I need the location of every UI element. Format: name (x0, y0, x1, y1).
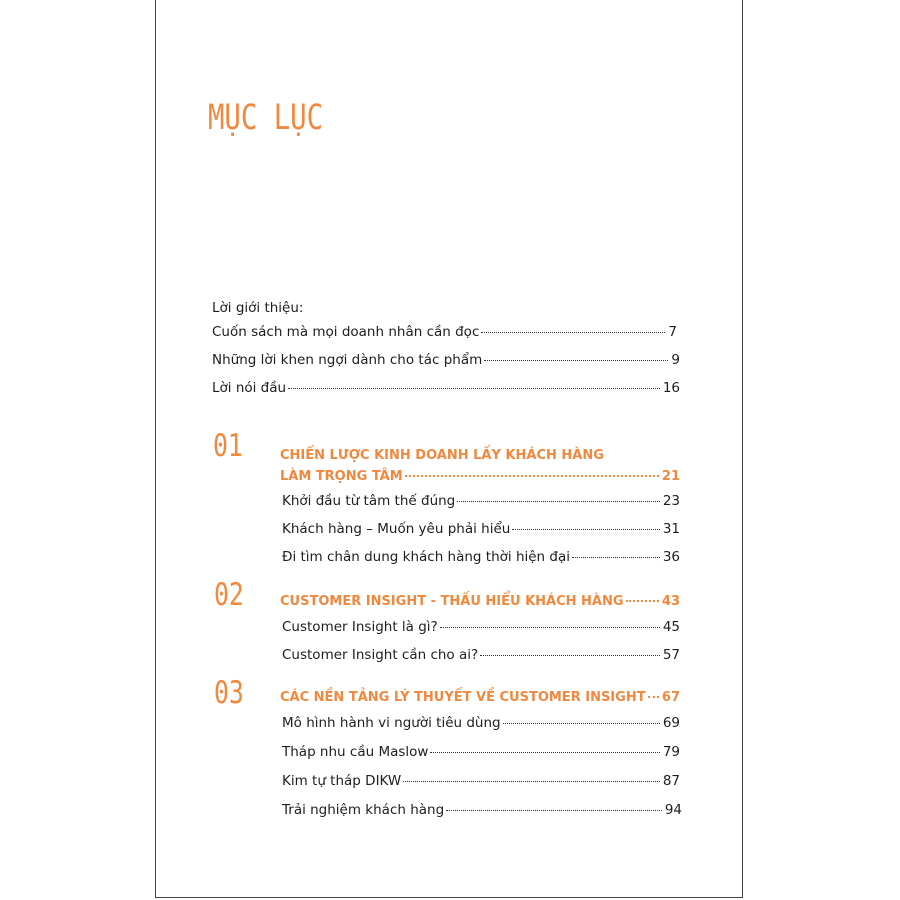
toc-entry-page: 36 (662, 549, 680, 565)
intro-label: Lời giới thiệu: (212, 300, 304, 316)
toc-entry[interactable] (282, 619, 680, 635)
chapter-title-line: CÁC NỀN TẢNG LÝ THUYẾT VỀ CUSTOMER INSIGHT (280, 690, 646, 705)
toc-entry-title: Lời nói đầu (212, 380, 287, 396)
toc-entry[interactable] (212, 352, 680, 368)
toc-entry-page: 57 (662, 647, 680, 663)
chapter-number: 02 (214, 577, 244, 613)
toc-entry-title: Customer Insight cần cho ai? (282, 647, 479, 663)
toc-entry-title: Đi tìm chân dung khách hàng thời hiện đại (282, 549, 570, 565)
chapter-page: 67 (661, 690, 680, 705)
toc-entry-page: 87 (662, 773, 680, 789)
toc-entry-title: Khách hàng – Muốn yêu phải hiểu (282, 521, 511, 537)
toc-entry[interactable] (282, 549, 680, 565)
chapter-title-line: CHIẾN LƯỢC KINH DOANH LẤY KHÁCH HÀNG (280, 448, 604, 463)
leader-dots (512, 529, 660, 530)
toc-entry-title: Kim tự tháp DIKW (282, 773, 402, 789)
chapter-entry[interactable] (280, 690, 680, 705)
toc-entry[interactable] (282, 802, 682, 818)
toc-entry-page: 23 (662, 493, 680, 509)
leader-dots (480, 655, 660, 656)
leader-dots (430, 752, 659, 753)
toc-entry-title: Mô hình hành vi người tiêu dùng (282, 715, 501, 731)
leader-dots (440, 627, 660, 628)
leader-dots (405, 475, 659, 477)
chapter-entry[interactable] (280, 594, 680, 609)
chapter-entry[interactable] (280, 469, 680, 484)
leader-dots (288, 388, 660, 389)
page-title: MỤC LỤC (208, 98, 324, 138)
chapter-page: 43 (661, 594, 680, 609)
toc-entry-page: 31 (662, 521, 680, 537)
leader-dots (503, 723, 660, 724)
toc-entry-page: 94 (664, 802, 682, 818)
toc-entry[interactable] (282, 647, 680, 663)
leader-dots (572, 557, 660, 558)
toc-entry-page: 69 (662, 715, 680, 731)
toc-entry-page: 45 (662, 619, 680, 635)
leader-dots (446, 810, 662, 811)
toc-entry-page: 9 (671, 352, 680, 368)
toc-entry-title: Cuốn sách mà mọi doanh nhân cần đọc (212, 324, 480, 340)
chapter-number: 03 (214, 675, 244, 711)
toc-entry[interactable] (282, 744, 680, 760)
chapter-title-line: LÀM TRỌNG TÂM (280, 469, 403, 484)
toc-entry-page: 7 (668, 324, 677, 340)
toc-entry-title: Customer Insight là gì? (282, 619, 438, 635)
toc-entry-page: 79 (662, 744, 680, 760)
leader-dots (481, 332, 665, 333)
toc-entry[interactable] (282, 715, 680, 731)
toc-entry-title: Tháp nhu cầu Maslow (282, 744, 429, 760)
leader-dots (626, 600, 659, 602)
leader-dots (457, 501, 660, 502)
toc-entry[interactable] (212, 380, 680, 396)
toc-entry-title: Những lời khen ngợi dành cho tác phẩm (212, 352, 483, 368)
leader-dots (648, 696, 659, 698)
toc-entry[interactable] (282, 521, 680, 537)
toc-entry[interactable] (282, 493, 680, 509)
chapter-page: 21 (661, 469, 680, 484)
chapter-number: 01 (213, 428, 243, 464)
chapter-title-line: CUSTOMER INSIGHT - THẤU HIỂU KHÁCH HÀNG (280, 594, 624, 609)
leader-dots (403, 781, 660, 782)
toc-entry[interactable] (282, 773, 680, 789)
toc-entry-title: Trải nghiệm khách hàng (282, 802, 445, 818)
toc-entry-page: 16 (662, 380, 680, 396)
leader-dots (484, 360, 668, 361)
toc-entry[interactable] (212, 324, 677, 340)
toc-entry-title: Khởi đầu từ tâm thế đúng (282, 493, 456, 509)
